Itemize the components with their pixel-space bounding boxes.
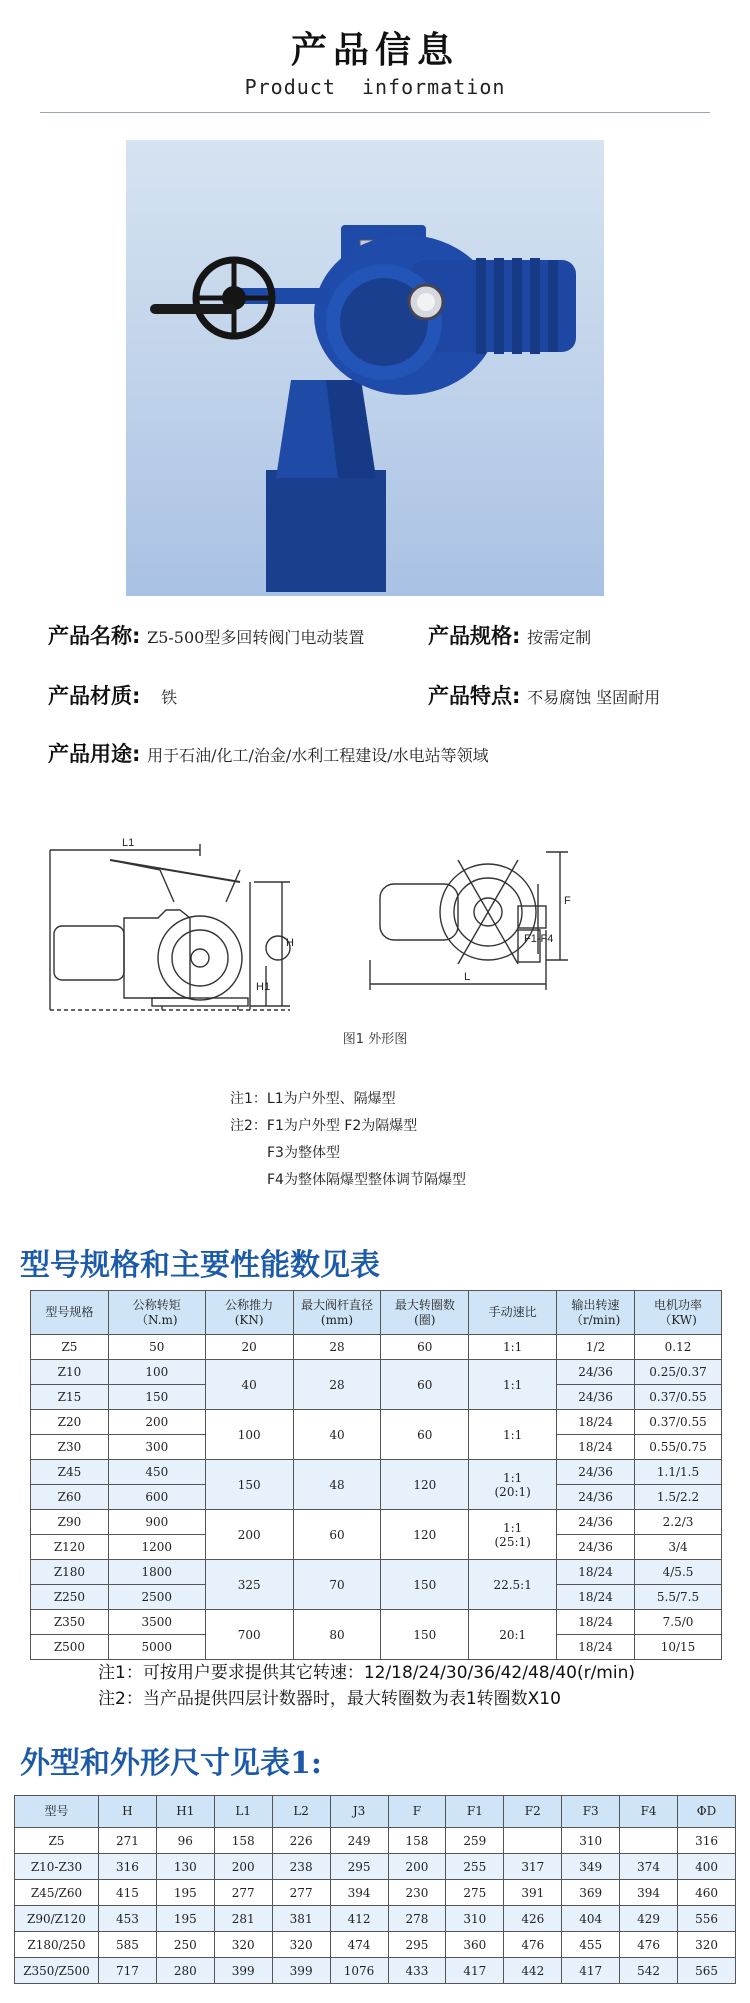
product-spec-value: 按需定制 bbox=[527, 628, 592, 647]
table-row: Z350/Z500 717 280 399 399 1076 433 417 442 417 542 565 bbox=[15, 1958, 736, 1984]
product-material-row bbox=[48, 680, 177, 710]
product-spec-row bbox=[428, 620, 591, 650]
dim-label-h1: H1 bbox=[256, 981, 271, 993]
dim-label-h: H bbox=[286, 937, 294, 949]
table-row: Z15 150 24/36 0.37/0.55 bbox=[31, 1385, 722, 1410]
product-material-label: 产品材质: bbox=[48, 684, 141, 708]
table-row: Z500 5000 18/24 10/15 bbox=[31, 1635, 722, 1660]
product-feature-label: 产品特点: bbox=[428, 684, 521, 708]
th-output-speed: 输出转速 （r/min) bbox=[557, 1291, 635, 1335]
drawing-note-4: F4为整体隔爆型整体调节隔爆型 bbox=[267, 1172, 466, 1188]
th-motor-power: 电机功率 （KW) bbox=[635, 1291, 722, 1335]
drawing-note-1: 注1：L1为户外型、隔爆型 bbox=[230, 1091, 396, 1107]
product-name-row bbox=[48, 620, 364, 650]
product-feature-row bbox=[428, 680, 660, 710]
table-row: Z180/250 585 250 320 320 474 295 360 476 455 476 320 bbox=[15, 1932, 736, 1958]
outline-drawing bbox=[40, 830, 720, 1060]
th-thrust: 公称推力 (KN) bbox=[205, 1291, 293, 1335]
th-torque: 公称转矩 （N.m) bbox=[108, 1291, 205, 1335]
page-title: 产品信息 bbox=[290, 30, 459, 71]
th-manual-ratio: 手动速比 bbox=[469, 1291, 557, 1335]
th-stem-diameter: 最大阀杆直径 (mm) bbox=[293, 1291, 381, 1335]
product-material-value: 铁 bbox=[161, 688, 178, 707]
table-row: Z5 50 20 28 60 1:1 1/2 0.12 bbox=[31, 1335, 722, 1360]
table-row: Z90 900 200 60 120 1:1 (25:1) 24/36 2.2/3 bbox=[31, 1510, 722, 1535]
header-divider bbox=[40, 112, 710, 113]
dimension-table-title: 外型和外形尺寸见表1: bbox=[20, 1746, 322, 1781]
drawing-caption: 图1 外形图 bbox=[342, 1032, 408, 1047]
performance-table-title: 型号规格和主要性能数见表 bbox=[20, 1248, 380, 1283]
dim-label-l: L bbox=[464, 971, 471, 983]
table-note-1: 注1：可按用户要求提供其它转速：12/18/24/30/36/42/48/40(r/min) bbox=[98, 1663, 636, 1683]
table-row: Z30 300 18/24 0.55/0.75 bbox=[31, 1435, 722, 1460]
dim-label-f: F bbox=[564, 895, 571, 907]
drawing-note-3: F3为整体型 bbox=[267, 1145, 340, 1161]
dimension-table-header: 型号 H H1 L1 L2 J3 F F1 F2 F3 F4 ΦD bbox=[15, 1796, 736, 1828]
product-usage-row bbox=[48, 738, 489, 768]
dim-label-f1f4: F1-F4 bbox=[524, 933, 554, 945]
product-spec-label: 产品规格: bbox=[428, 624, 521, 648]
dimension-table bbox=[14, 1795, 736, 1984]
product-name-label: 产品名称: bbox=[48, 624, 141, 648]
performance-table bbox=[30, 1290, 722, 1660]
dim-label-l1: L1 bbox=[122, 837, 135, 849]
table-row: Z5 271 96 158 226 249 158 259 310 316 bbox=[15, 1828, 736, 1854]
table-row: Z45/Z60 415 195 277 277 394 230 275 391 369 394 460 bbox=[15, 1880, 736, 1906]
table-row: Z60 600 24/36 1.5/2.2 bbox=[31, 1485, 722, 1510]
product-feature-value: 不易腐蚀 坚固耐用 bbox=[527, 688, 661, 707]
table-row: Z45 450 150 48 120 1:1 (20:1) 24/36 1.1/1.5 bbox=[31, 1460, 722, 1485]
table-row: Z180 1800 325 70 150 22.5:1 18/24 4/5.5 bbox=[31, 1560, 722, 1585]
product-usage-label: 产品用途: bbox=[48, 742, 141, 766]
page-subtitle: Product information bbox=[244, 75, 506, 99]
table-row: Z10-Z30 316 130 200 238 295 200 255 317 349 374 400 bbox=[15, 1854, 736, 1880]
table-row: Z350 3500 700 80 150 20:1 18/24 7.5/0 bbox=[31, 1610, 722, 1635]
table-row: Z250 2500 18/24 5.5/7.5 bbox=[31, 1585, 722, 1610]
drawing-note-2: 注2：F1为户外型 F2为隔爆型 bbox=[230, 1118, 418, 1134]
product-name-value: Z5-500型多回转阀门电动装置 bbox=[147, 628, 365, 647]
performance-table-header bbox=[31, 1291, 722, 1335]
table-row: Z120 1200 24/36 3/4 bbox=[31, 1535, 722, 1560]
table-note-2: 注2：当产品提供四层计数器时，最大转圈数为表1转圈数X10 bbox=[98, 1689, 561, 1709]
th-max-turns: 最大转圈数 (圈) bbox=[381, 1291, 469, 1335]
table-row: Z90/Z120 453 195 281 381 412 278 310 426 404 429 556 bbox=[15, 1906, 736, 1932]
product-usage-value: 用于石油/化工/治金/水利工程建设/水电站等领域 bbox=[147, 746, 489, 765]
th-model: 型号规格 bbox=[31, 1291, 109, 1335]
table-row: Z10 100 40 28 60 1:1 24/36 0.25/0.37 bbox=[31, 1360, 722, 1385]
product-photo bbox=[126, 140, 604, 596]
table-row: Z20 200 100 40 60 1:1 18/24 0.37/0.55 bbox=[31, 1410, 722, 1435]
